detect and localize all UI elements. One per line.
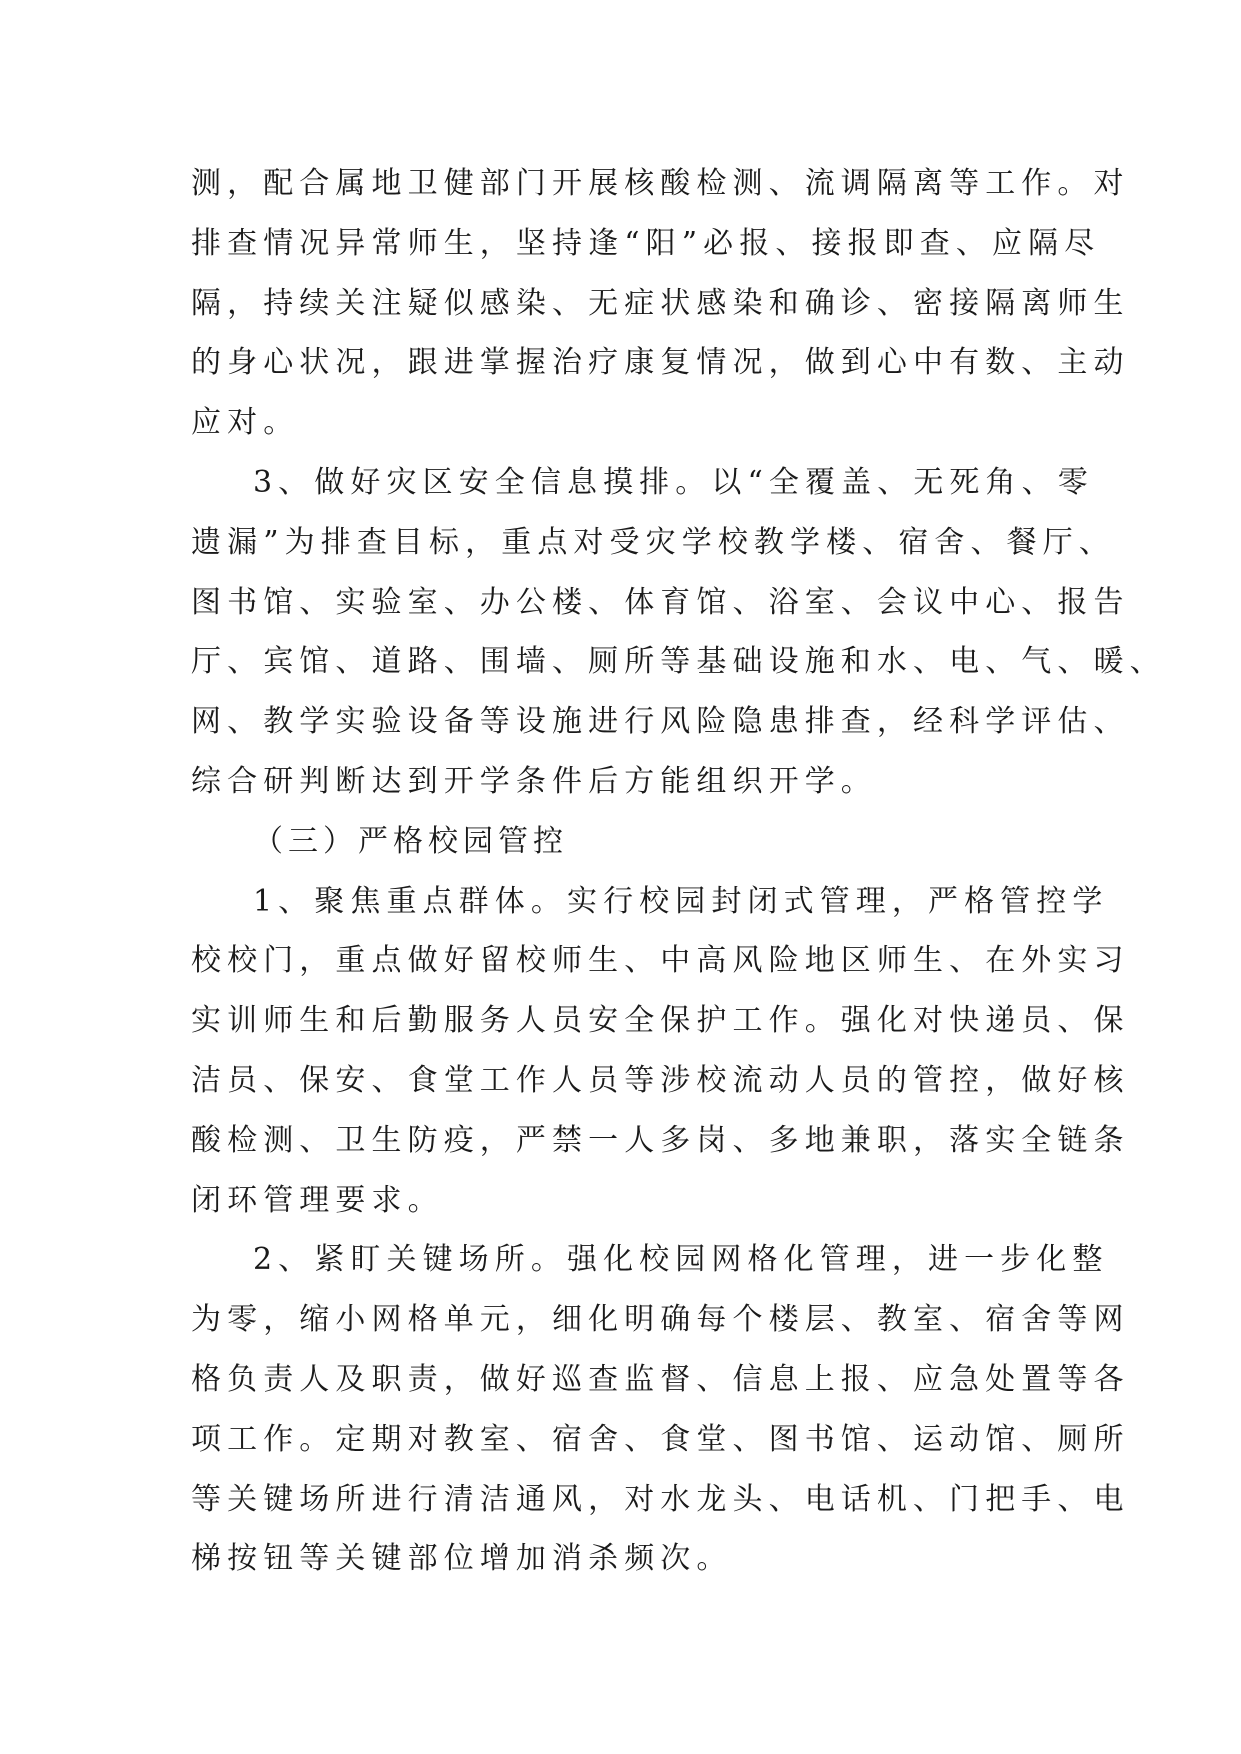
paragraph-line: 的身心状况，跟进掌握治疗康复情况，做到心中有数、主动 [191,345,1130,380]
paragraph-line: 项工作。定期对教室、宿舍、食堂、图书馆、运动馆、厕所 [191,1422,1130,1457]
paragraph-line: 厅、宾馆、道路、围墙、厕所等基础设施和水、电、气、暖、 [191,644,1166,679]
paragraph-line: 酸检测、卫生防疫，严禁一人多岗、多地兼职，落实全链条 [191,1123,1130,1158]
paragraph-line: 遗漏”为排查目标，重点对受灾学校教学楼、宿舍、餐厅、 [191,525,1115,560]
paragraph-line: 隔，持续关注疑似感染、无症状感染和确诊、密接隔离师生 [191,286,1130,321]
paragraph-line: 3、做好灾区安全信息摸排。以“全覆盖、无死角、零 [253,465,1094,500]
section-heading: （三）严格校园管控 [253,824,568,859]
paragraph-line: 1、聚焦重点群体。实行校园封闭式管理，严格管控学 [253,884,1109,919]
paragraph-line: 排查情况异常师生，坚持逢“阳”必报、接报即查、应隔尽 [191,226,1101,261]
paragraph-line: 实训师生和后勤服务人员安全保护工作。强化对快递员、保 [191,1003,1130,1038]
paragraph-line: 梯按钮等关键部位增加消杀频次。 [191,1541,733,1576]
paragraph-line: 网、教学实验设备等设施进行风险隐患排查，经科学评估、 [191,704,1130,739]
paragraph-line: 测，配合属地卫健部门开展核酸检测、流调隔离等工作。对 [191,166,1130,201]
paragraph-line: 等关键场所进行清洁通风，对水龙头、电话机、门把手、电 [191,1482,1130,1517]
paragraph-line: 闭环管理要求。 [191,1183,444,1218]
paragraph-line: 洁员、保安、食堂工作人员等涉校流动人员的管控，做好核 [191,1063,1130,1098]
paragraph-line: 图书馆、实验室、办公楼、体育馆、浴室、会议中心、报告 [191,585,1130,620]
paragraph-line: 校校门，重点做好留校师生、中高风险地区师生、在外实习 [191,943,1130,978]
paragraph-line: 应对。 [191,405,300,440]
paragraph-line: 格负责人及职责，做好巡查监督、信息上报、应急处置等各 [191,1362,1130,1397]
paragraph-line: 为零，缩小网格单元，细化明确每个楼层、教室、宿舍等网 [191,1302,1130,1337]
paragraph-line: 综合研判断达到开学条件后方能组织开学。 [191,764,877,799]
paragraph-line: 2、紧盯关键场所。强化校园网格化管理，进一步化整 [253,1242,1109,1277]
